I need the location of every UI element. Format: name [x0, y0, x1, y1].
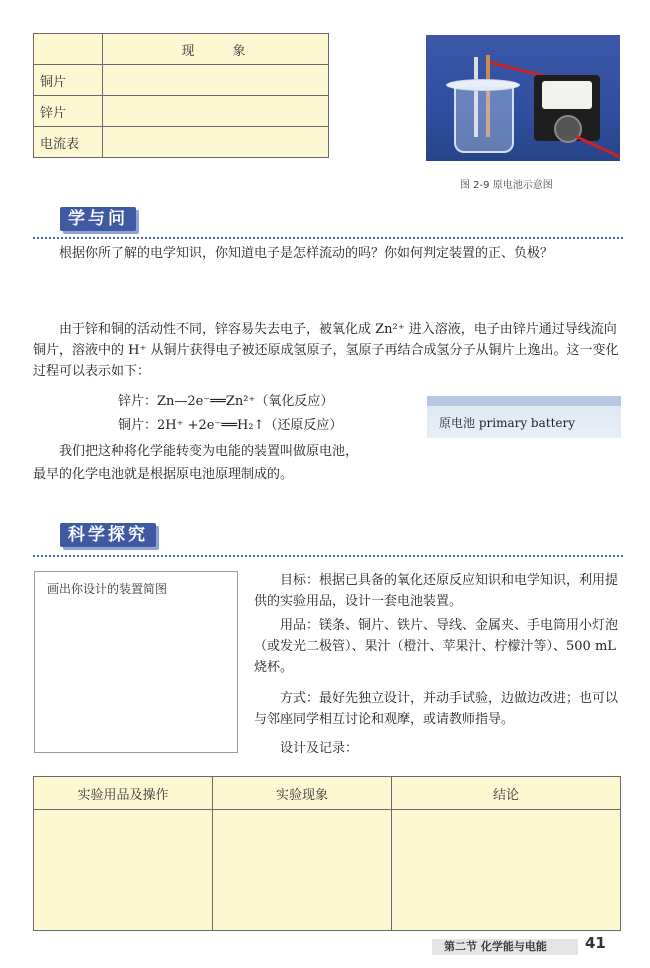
record-table	[33, 776, 621, 931]
record-cell	[34, 810, 213, 931]
materials-text: 用品：镁条、铜片、铁片、导线、金属夹、手电筒用小灯泡（或发光二极管）、果汁（橙汁、苹果汁、柠檬汁等）、500 mL烧杯。	[254, 618, 619, 675]
table-cell	[103, 127, 329, 158]
explanation-paragraph: 由于锌和铜的活动性不同，锌容易失去电子，被氧化成 Zn²⁺ 进入溶液，电子由锌片通过导线流向铜片，溶液中的 H⁺ 从铜片获得电子被还原成氢原子，氢原子再结合成氢分子从铜片上逸出。这一变化过程可以表示如下：	[33, 322, 619, 379]
definition-line: 我们把这种将化学能转变为电能的装置叫做原电池，	[59, 444, 359, 459]
table-row-label: 电流表	[34, 127, 103, 158]
dotted-divider	[33, 237, 623, 239]
table-row-label: 铜片	[34, 65, 103, 96]
table-cell	[103, 96, 329, 127]
question-text: 根据你所了解的电学知识，你知道电子是怎样流动的吗？你如何判定装置的正、负极？	[59, 246, 554, 261]
design-box-label: 画出你设计的装置简图	[47, 582, 168, 596]
record-header: 实验现象	[213, 777, 392, 810]
beaker	[454, 87, 514, 153]
term-box	[427, 396, 621, 438]
galvanic-cell-photo	[426, 35, 620, 161]
observation-table	[33, 33, 329, 158]
definition-line: 最早的化学电池就是根据原电池原理制成的。	[33, 467, 294, 482]
record-header: 结论	[392, 777, 621, 810]
record-cell	[213, 810, 392, 931]
term-text: 原电池 primary battery	[439, 416, 576, 430]
page-number: 41	[585, 934, 606, 952]
table-row-label: 锌片	[34, 96, 103, 127]
dotted-divider	[33, 555, 623, 557]
equation-zinc: 锌片：Zn—2e⁻══Zn²⁺（氧化反应）	[118, 394, 334, 409]
method-text: 方式：最好先独立设计，并动手试验，边做边改进；也可以与邻座同学相互讨论和观摩，或请教师指导。	[254, 691, 619, 727]
table-corner-cell	[34, 34, 103, 65]
record-label: 设计及记录：	[280, 741, 359, 756]
figure-caption: 图 2-9 原电池示意图	[460, 180, 553, 191]
table-header-phenomenon: 现象	[103, 34, 329, 65]
record-header: 实验用品及操作	[34, 777, 213, 810]
design-sketch-box	[34, 571, 238, 753]
goal-text: 目标：根据已具备的氧化还原反应知识和电学知识，利用提供的实验用品，设计一套电池装置。	[254, 573, 619, 609]
footer-section-text: 第二节 化学能与电能	[444, 940, 547, 953]
record-cell	[392, 810, 621, 931]
equation-copper: 铜片：2H⁺ +2e⁻══H₂↑（还原反应）	[118, 418, 343, 433]
section-title-science-inquiry: 科学探究	[60, 523, 156, 547]
table-cell	[103, 65, 329, 96]
ammeter-dial	[542, 81, 592, 109]
section-title-learn-and-ask: 学与问	[60, 207, 136, 231]
footer-section-label	[432, 939, 578, 955]
